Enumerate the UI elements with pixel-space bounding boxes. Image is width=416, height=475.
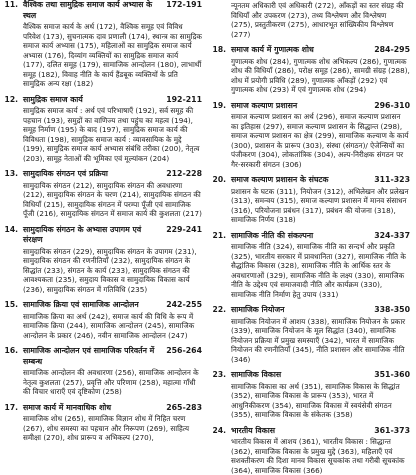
entry-title: सामाजिक क्रिया एवं सामाजिक आन्दोलन [23, 300, 139, 310]
entry-pages: 296-310 [374, 100, 410, 110]
entry-number: 21. [212, 230, 226, 240]
entry-pages: 284-295 [374, 45, 410, 54]
entry-pages: 351-360 [374, 370, 410, 380]
toc-entry[interactable] [2, 403, 202, 443]
toc-right-column [210, 0, 410, 475]
entry-number: 12. [4, 94, 18, 104]
entry-description: सामुद्रिक समाज कार्य : अर्थ एवं परिभाषाएँ (192), सर्व समूह की पहचान (193), समुद्रों का वाणिज्य तथा पहुंच का महत्व (194), समूह निर्माण (195) के बाद (197), सामुद्रिक समाज कार्य की विविधता (198), सामुद्रिक समाज कार्य : व्यावसायिक के मुद्दे (199), सामुद्रिक समाज कार्य अभ्यास संबंधि तरीका (200), नेतृत्व (203), सामूह नेताओं की भूमिका एवं मूल्यांकन (204) [23, 106, 200, 163]
entry-pages: 338-350 [374, 305, 410, 315]
entry-number: 14. [4, 224, 18, 234]
entry-description: प्रशासन के घटक (311), नियोजन (312), अभिलेखन और प्रलेखन (313), समन्वय (315), समाज कल्याण प्रशासन में मानव संसाधन (316), परियोजना प्रबंधन (317), प्रबंधन की योजना (318), सामाजिक निर्णय (318) [231, 186, 409, 225]
entry-description: समाज कल्याण प्रशासन का अर्थ (296), समाज कल्याण प्रशासन का इतिहास (297), समाज कल्याण प्रशासन के सिद्धान्त (298), समाज कल्याण प्रशासन का क्षेत्र (299), सामाजिक कल्याण के कार्य (300), प्रशासन के प्रारूप (303), संस्था (संगठन)/ ऐजेन्सियों का पंजीकरण (304), लोकतांत्रिक (304), अल्प-निरीक्षक संगठन पर गैर-सरकारी संगठन (306) [231, 112, 409, 169]
toc-entry[interactable] [2, 346, 202, 397]
entry-number: 16. [4, 346, 18, 356]
toc-entry-continued[interactable] [210, 0, 410, 39]
entry-pages: 229-241 [166, 224, 202, 234]
entry-title: समाज कल्याण प्रशासन के संघटक [231, 175, 329, 185]
entry-description: सामुदायिक संगठन (212), सामुदायिक संगठन की अवधारणा (212), सामुदायिक संगठन के चरण (214), सामुदायिक संगठन की विधियाँ (215), सामुदायिक संगठन में परम्पा पूँजी एवं सामाजिक पूँजी (216), सामुदायिक संगठन में समाज कार्य की कुशलता (217) [23, 180, 202, 219]
entry-number: 11. [4, 0, 18, 9]
entry-title: समाज कार्य में गुणात्मक शोध [231, 45, 314, 54]
toc-entry[interactable] [210, 101, 410, 170]
entry-pages: 256-264 [166, 346, 202, 356]
entry-pages: 361-373 [374, 425, 410, 435]
entry-pages: 324-337 [374, 230, 410, 240]
toc-entry[interactable] [2, 300, 202, 340]
entry-number: 15. [4, 300, 18, 310]
toc-entry[interactable] [210, 175, 410, 225]
entry-title: सामुदायिक संगठन के अभ्यास उपागम एवं संरक्षण [23, 224, 142, 245]
entry-pages: 192-211 [166, 94, 202, 104]
entry-number: 23. [212, 370, 226, 380]
toc-entry[interactable] [210, 305, 410, 364]
entry-description: सामाजिक आन्दोलन की अवधारणा (256), सामाजिक आन्दोलन के नेतृत्व कुशलता (257), प्रवृत्ति और परिणाम (258), महात्मा गाँधी की विचार धाराएँ एवं दृष्टिकोण (258) [23, 368, 199, 397]
entry-number: 19. [212, 100, 226, 110]
toc-entry[interactable] [2, 225, 202, 295]
entry-title: सामाजिक नीति की संकल्पना [231, 230, 314, 240]
entry-pages: 311-323 [374, 175, 410, 185]
entry-title: भारतीय विकास [231, 425, 276, 435]
entry-title: समाज कल्याण प्रशासन [231, 100, 298, 110]
toc-entry[interactable] [210, 370, 410, 420]
entry-pages: 242-255 [166, 300, 202, 310]
entry-description: गुणात्मक शोध (284), गुणात्मक शोध अभिकल्प (286), गुणात्मक शोध की विधियाँ (286), परोक्ष समूह (286), सामग्री संग्रह (288), शोध में प्रयोगी प्रविधि (289), गुणात्मक आँकड़ों (292) एवं गुणात्मक शोध (293) में एवं गुणात्मक शोध (294) [231, 56, 410, 95]
entry-title: सामाजिक विकास [231, 370, 282, 380]
entry-number: 18. [212, 45, 226, 54]
entry-title: सामाजिक नियोजन [231, 305, 285, 315]
entry-description: भारतीय विकास में आशय (361), भारतीय विकास : सिद्धान्त (362), सामाजिक विकास के प्रमुख मुद्दे (363), महिलाएँ एवं सशक्तीकरण की दिशा मानव विकास सूचकांक तथा गरीबी सूचकांक (364), सामाजिक विकास (366) [231, 437, 405, 475]
entry-description: न्यूनतम अधिकारी एवं अधिकारी (272), आँकड़ों का स्तर संग्रह की विधियाँ और उपकरण (273), तथ्य विश्लेषण और विश्लेषण (275), प्रस्तुतीकरण (275), आधारभूत सांख्यिकीय विश्लेषण (277) [231, 1, 404, 39]
entry-description: सामाजिक शोध (265), सामाजिक विज्ञान शोध में निहित चरण (267), शोध समस्या का पहचान और निरूपण (269), साहित्य समीक्षा (270), शोध प्रारूप व अभिकल्प (270), [23, 414, 190, 443]
entry-number: 13. [4, 169, 18, 179]
toc-entry[interactable] [2, 95, 202, 164]
entry-description: सामाजिक नीति (324), सामाजिक नीति का सन्दर्भ और प्रकृति (325), भारतीय सरकार में प्रावधानिता (327), सामाजिक नीति के सैद्धांतिक विकास (328), सामाजिक नीति के आर्थिक स्तर के अवधारणाओं (329), सामाजिक नीति के लक्ष्य (330), सामाजिक नीति के उद्देश्य एवं समाजवादी नीति और कार्यक्रम (330), सामाजिक नीति निर्माण हेतु उपाय (331) [231, 242, 406, 299]
entry-description: सामाजिक नियोजन में आशय (338), सामाजिक नियोजन के प्रकार (339), सामाजिक नियोजन के मूल सिद्धांत (340), सामाजिक नियोजन प्रक्रिया में प्रमुख समस्याएँ (342), भारत में सामाजिक नियोजन की रणनीतियाँ (345), नीति प्रशासन और सामाजिक नीति (346) [231, 316, 406, 364]
entry-title: वैश्विक तथा सामुद्रिक समाज कार्य अभ्यास के स्थल [23, 0, 153, 20]
entry-title: सामाजिक आन्दोलन एवं सामाजिक परिवर्तन में सम्बन्ध [23, 346, 155, 366]
toc-left-column [2, 0, 202, 443]
entry-number: 22. [212, 305, 226, 315]
entry-description: सामाजिक क्रिया का अर्थ (242), समाज कार्य की विधि के रूप में सामाजिक क्रिया (244), सामाजिक आन्दोलन (245), सामाजिक आन्दोलन के प्रकार (246), नवीन सामाजिक आन्दोलन (247) [23, 311, 195, 340]
toc-entry[interactable] [2, 169, 202, 219]
entry-title: सामुदायिक संगठन एवं प्रक्रिया [23, 169, 108, 179]
entry-description: वैश्विक समाज कार्य के अर्थ (172), वैश्विक समूह एवं विविध परिवेश (173), सुचनात्मक दाव प्रणाली (174), स्थान्त्र का सामुद्रिक समाज कार्य अभ्यास (175), महिलाओं का सामुद्रिक समाज कार्य अभ्यास (176), दिव्यांग व्यक्तियों का सामुद्रिक समाज कार्य (177), दलित समूह (179), सामाजिक आन्दोलन (180), लाभार्थी समूह (182), विवाह नीति के कार्य हैंडबूक व्यक्तियों के प्रति सामुद्रिक अन्य रक्षा (182) [23, 22, 202, 89]
entry-title: समाज कार्य में मानवाधिक शोध [23, 402, 112, 412]
entry-pages: 212-228 [166, 169, 202, 179]
toc-entry[interactable] [210, 231, 410, 300]
entry-number: 20. [212, 175, 226, 185]
entry-number: 24. [212, 425, 226, 435]
toc-entry[interactable] [210, 45, 410, 95]
entry-title: सामुद्रिक समाज कार्य [23, 94, 83, 104]
entry-description: सामुदायिक संगठन (229), सामुदायिक संगठन के उपागम (231), सामुदायिक संगठन की रणनीतियाँ (232), सामुदायिक संगठन के सिद्धांत (233), संगठन के कार्य (233), सामुदायिक संगठन की आवश्यकता (235), समुदाय विकास व सामुदायिक विकास कार्य (236), सामुदायिक संगठन में गतिविधि (235) [23, 246, 197, 294]
toc-entry[interactable] [210, 426, 410, 475]
entry-pages: 172-191 [166, 0, 202, 9]
entry-pages: 265-283 [166, 402, 202, 412]
entry-description: सामाजिक विकास का अर्थ (351), सामाजिक विकास के सिद्धांत (352), सामाजिक विकास के प्रारूप (353), भारत में आधुनिकीकरण (354), सामाजिक विकास में स्वयंसेवी संगठन (355), सामाजिक विकास के संकेतक (358) [231, 381, 400, 420]
toc-entry[interactable] [2, 0, 202, 89]
entry-number: 17. [4, 402, 18, 412]
